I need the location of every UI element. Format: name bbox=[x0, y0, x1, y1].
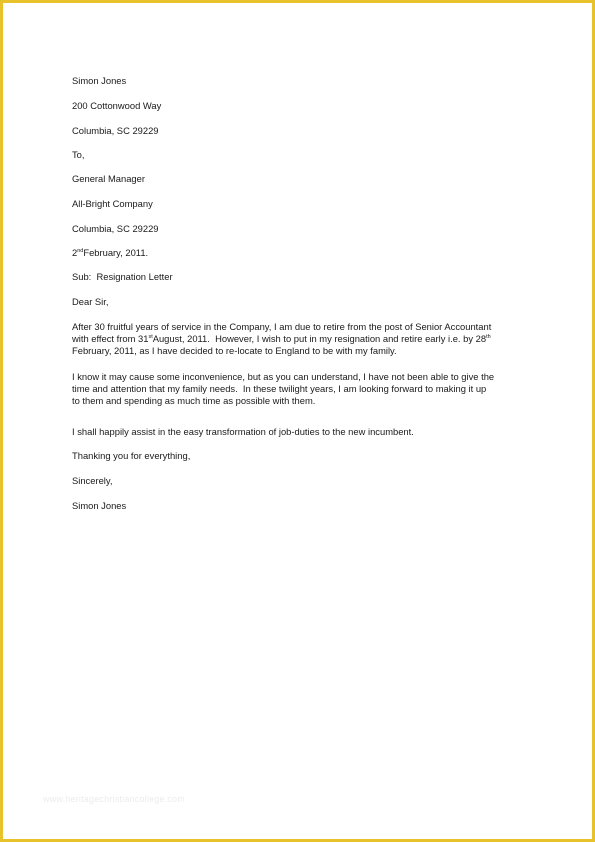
salutation: Dear Sir, bbox=[72, 296, 109, 307]
paragraph-1-line-1: After 30 fruitful years of service in the Company, I am due to retire from the post of Senior Accountant bbox=[72, 321, 492, 332]
p1-line2-part-a: with effect from 31 bbox=[72, 333, 149, 344]
paragraph-1 bbox=[72, 321, 534, 357]
recipient-company: All-Bright Company bbox=[72, 198, 153, 209]
paragraph-2 bbox=[72, 371, 534, 407]
paragraph-1-line-2 bbox=[72, 333, 534, 345]
letter-date bbox=[72, 247, 148, 259]
date-suffix: nd bbox=[77, 248, 84, 254]
p1-line2-part-b: August, 2011. However, I wish to put in my resignation and retire early i.e. by 28 bbox=[152, 333, 487, 344]
p1-line2-sup-2: th bbox=[486, 334, 491, 340]
paragraph-2-line-3: to them and spending as much time as possible with them. bbox=[72, 395, 316, 406]
signature-name: Simon Jones bbox=[72, 500, 127, 511]
sender-name: Simon Jones bbox=[72, 75, 127, 86]
closing: Sincerely, bbox=[72, 475, 113, 486]
thanks-line: Thanking you for everything, bbox=[72, 450, 191, 461]
to-label: To, bbox=[72, 149, 85, 160]
paragraph-1-line-3: February, 2011, as I have decided to re-locate to England to be with my family. bbox=[72, 345, 397, 356]
p1-line2-sup-1: st bbox=[148, 334, 153, 340]
subject-line: Sub: Resignation Letter bbox=[72, 271, 173, 282]
paragraph-3: I shall happily assist in the easy transformation of job-duties to the new incumbent. bbox=[72, 426, 414, 437]
paragraph-2-line-2: time and attention that my family needs. In these twilight years, I am looking forward to making it up bbox=[72, 383, 487, 394]
recipient-city: Columbia, SC 29229 bbox=[72, 223, 159, 234]
paragraph-2-line-1: I know it may cause some inconvenience, but as you can understand, I have not been able to give the bbox=[72, 371, 495, 382]
date-rest: February, 2011. bbox=[83, 247, 149, 258]
sender-street: 200 Cottonwood Way bbox=[72, 100, 162, 111]
watermark: www.heritagechristiancollege.com bbox=[43, 794, 185, 804]
recipient-title: General Manager bbox=[72, 173, 145, 184]
date-day: 2 bbox=[72, 247, 78, 258]
sender-city: Columbia, SC 29229 bbox=[72, 125, 159, 136]
